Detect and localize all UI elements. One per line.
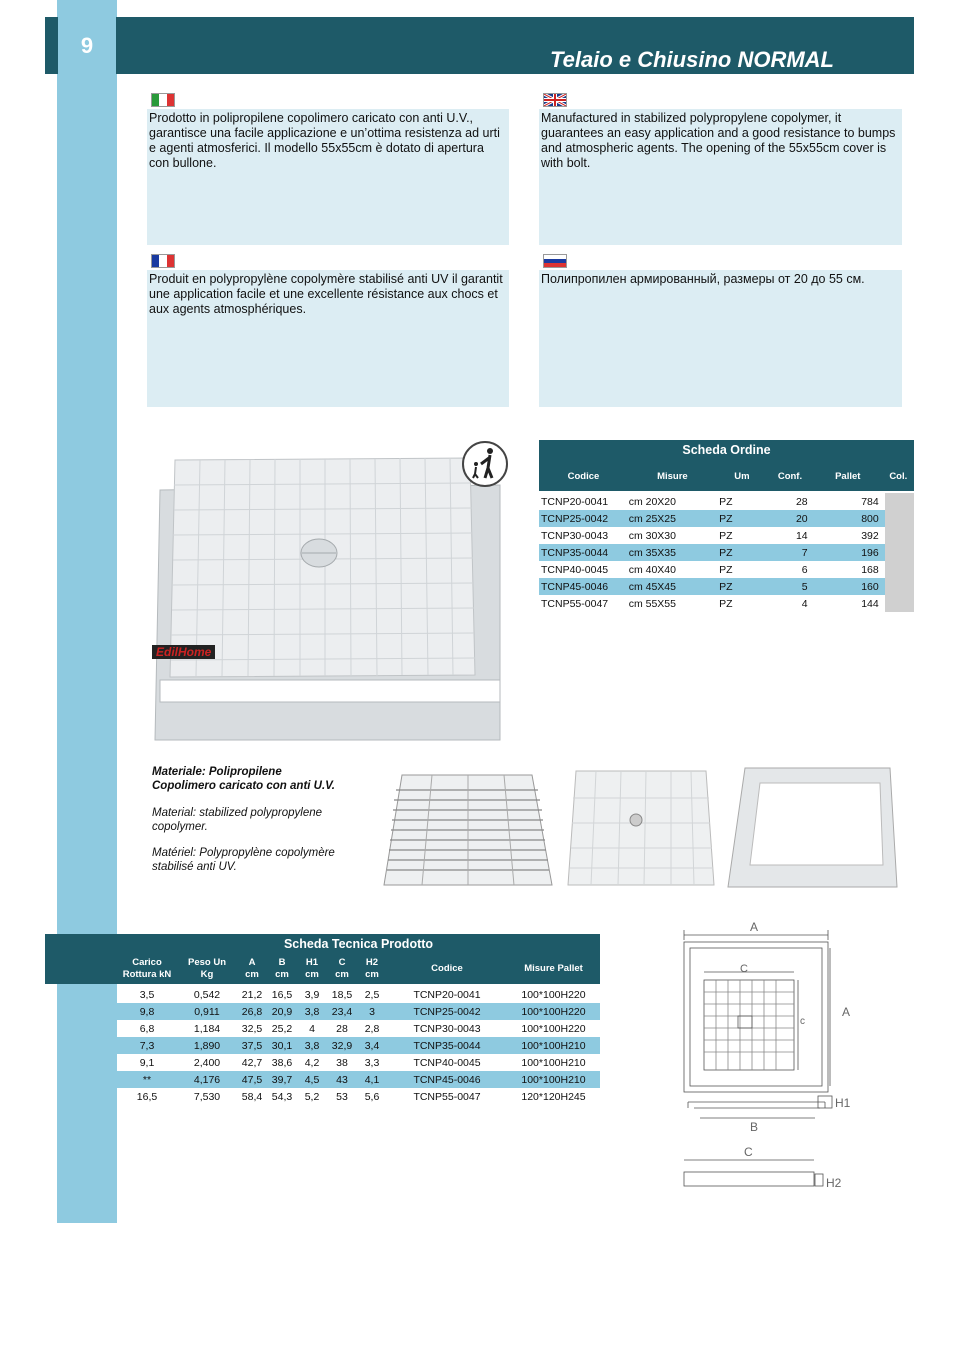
order-cell: PZ [719,529,733,542]
tech-table-row [117,1054,600,1071]
product-photo-frame [725,765,900,890]
tech-col-header-line2: cm [275,969,289,980]
tech-col-header-line1: Peso Un [187,957,226,968]
order-table-row [539,561,914,578]
order-cell: 7 [801,546,808,559]
tech-cell: 4,1 [364,1073,380,1086]
tech-cell: 21,2 [241,988,263,1001]
left-sidebar-band [57,0,117,1223]
france-flag-icon [151,254,175,268]
order-table-row [539,544,914,561]
tech-col-header [387,954,507,984]
drawing-label-a-side: A [842,1005,851,1019]
tech-cell: 3,8 [304,1005,320,1018]
order-table-row [539,493,914,510]
header-bar [45,17,914,74]
material-fr: Matériel: Polypropylène copolymère stabilisé anti UV. [152,847,335,873]
tech-cell: 37,5 [241,1039,263,1052]
tech-col-header [237,954,267,984]
tech-table-band [45,934,117,984]
order-cell: TCNP20-0041 [541,495,609,508]
order-table-row [539,527,914,544]
order-cell: 28 [795,495,808,508]
tech-col-header-line2: Rottura kN [122,969,172,980]
tech-cell: TCNP45-0046 [413,1073,481,1086]
tech-col-header-line2: cm [335,969,349,980]
tech-table [117,934,600,1105]
order-cell: PZ [719,597,733,610]
tech-cell: 100*100H210 [521,1056,586,1069]
description-italian: Prodotto in polipropilene copolimero caricato con anti U.V., garantisce una facile applicazione e un’ottima resistenza ad urti e agenti atmosferici. Il modello 55x55cm è dotato di apertura con bullone. [147,109,509,245]
order-cell: cm 55X55 [628,597,676,610]
order-col-swatch [885,578,914,595]
tech-table-header-row [117,954,600,984]
tech-cell: 2,5 [364,988,380,1001]
order-col-swatch [885,510,914,527]
tech-cell: TCNP20-0041 [413,988,481,1001]
tech-cell: 47,5 [241,1073,263,1086]
order-cell: 168 [861,563,879,576]
tech-col-header-line1: H1 [305,957,319,968]
drawing-label-a-top: A [750,920,759,934]
tech-table-row [117,1071,600,1088]
order-table-title: Scheda Ordine [539,440,914,461]
order-cell: 160 [861,580,879,593]
order-cell: 14 [795,529,808,542]
tech-cell: 100*100H220 [521,988,586,1001]
tech-cell: 43 [336,1073,348,1086]
description-russian: Полипропилен армированный, размеры от 20 до 55 см. [539,270,902,407]
tech-cell: 54,3 [271,1090,293,1103]
tech-col-header [117,954,177,984]
tech-cell: 16,5 [136,1090,158,1103]
tech-col-header-line1: Misure Pallet [524,963,583,974]
tech-cell: 38,6 [271,1056,293,1069]
description-french: Produit en polypropylène copolymère stabilisé anti UV il garantit une application facile et une excellente résistance aux chocs et aux agents atmosphériques. [147,270,509,407]
order-cell: TCNP55-0047 [541,597,609,610]
order-cell: TCNP45-0046 [541,580,609,593]
tech-cell: 3 [369,1005,375,1018]
order-col-header: Conf. [777,470,803,482]
drawing-label-h2: H2 [826,1176,842,1190]
tech-cell: 39,7 [271,1073,293,1086]
tech-cell: 32,5 [241,1022,263,1035]
tech-col-header [327,954,357,984]
tech-col-header [507,954,600,984]
tech-cell: 9,1 [139,1056,155,1069]
order-table-row [539,595,914,612]
order-cell: 4 [801,597,808,610]
tech-cell: 58,4 [241,1090,263,1103]
order-cell: PZ [719,580,733,593]
order-cell: 5 [801,580,808,593]
order-col-header: Pallet [835,470,861,482]
tech-cell: 28 [336,1022,348,1035]
tech-cell: TCNP30-0043 [413,1022,481,1035]
tech-col-header-line2: cm [245,969,259,980]
tech-cell: 26,8 [241,1005,263,1018]
tech-col-header-line1: B [278,957,286,968]
tech-cell: 42,7 [241,1056,263,1069]
tech-table-title: Scheda Tecnica Prodotto [117,934,600,954]
tech-cell: 18,5 [331,988,353,1001]
order-cell: cm 30X30 [628,529,676,542]
tech-table-body [117,986,600,1105]
order-cell: PZ [719,495,733,508]
order-cell: 196 [861,546,879,559]
tech-col-header [177,954,237,984]
drawing-label-c-side: c [800,1016,805,1027]
order-cell: TCNP35-0044 [541,546,609,559]
uk-flag-icon [543,93,567,107]
tech-cell: 0,542 [193,988,221,1001]
tech-cell: 20,9 [271,1005,293,1018]
material-notes [152,765,352,874]
tech-col-header-line1: Codice [431,963,463,974]
page-title: Telaio e Chiusino NORMAL [550,47,834,72]
tech-table-row [117,1020,600,1037]
order-col-swatch [885,544,914,561]
tech-col-header-line1: A [248,957,256,968]
tech-cell: 2,400 [193,1056,221,1069]
tech-cell: 2,8 [364,1022,380,1035]
tech-table-row [117,1088,600,1105]
tech-col-header-line2: Kg [200,969,214,980]
tech-cell: 3,8 [304,1039,320,1052]
drawing-label-c-bottom: C [744,1145,753,1159]
tech-cell: 4,176 [193,1073,221,1086]
tech-col-header-line2: cm [305,969,319,980]
order-col-swatch [885,561,914,578]
product-photo-cover [566,768,716,888]
material-it-line1: Materiale: Polipropilene [152,766,282,778]
description-english: Manufactured in stabilized polypropylene copolymer, it guarantees an easy application and a good resistance to bumps and atmospheric agents. The opening of the 55x55cm cover is with bolt. [539,109,902,245]
tech-col-header [297,954,327,984]
order-cell: 20 [795,512,808,525]
tech-cell: 3,3 [364,1056,380,1069]
order-table [539,440,914,612]
tech-cell: 38 [336,1056,348,1069]
order-cell: cm 45X45 [628,580,676,593]
tech-table-row [117,986,600,1003]
tech-cell: 3,5 [139,988,155,1001]
tech-cell: 100*100H210 [521,1073,586,1086]
order-cell: 6 [801,563,808,576]
order-col-header: Misure [657,470,688,482]
tech-cell: 23,4 [331,1005,353,1018]
tech-cell: TCNP35-0044 [413,1039,481,1052]
order-cell: TCNP25-0042 [541,512,609,525]
order-col-swatch [885,493,914,510]
tech-cell: 5,6 [364,1090,380,1103]
technical-drawing [680,920,860,1190]
order-cell: PZ [719,563,733,576]
russia-flag-icon [543,254,567,268]
tech-cell: 100*100H220 [521,1022,586,1035]
material-it-line2: Copolimero caricato con anti U.V. [152,780,335,792]
tech-col-header-line1: Carico [132,957,162,968]
tech-cell: 4,2 [304,1056,320,1069]
order-cell: 800 [861,512,879,525]
order-table-header-row [539,461,914,491]
material-en: Material: stabilized polypropylene copolymer. [152,807,323,833]
tech-cell: 6,8 [139,1022,155,1035]
tech-cell: 100*100H220 [521,1005,586,1018]
order-cell: PZ [719,512,733,525]
order-cell: PZ [719,546,733,559]
order-cell: cm 20X20 [628,495,676,508]
tech-col-header [267,954,297,984]
tech-cell: 3,9 [304,988,320,1001]
order-table-row [539,578,914,595]
tech-cell: 30,1 [271,1039,293,1052]
order-col-header: Col. [889,470,908,482]
pedestrian-load-icon [461,440,509,488]
tech-cell: 7,3 [139,1039,155,1052]
order-cell: TCNP40-0045 [541,563,609,576]
tech-cell: 32,9 [331,1039,353,1052]
tech-cell: TCNP25-0042 [413,1005,481,1018]
order-cell: 784 [861,495,879,508]
tech-cell: 4,5 [304,1073,320,1086]
tech-table-row [117,1003,600,1020]
tech-col-header [357,954,387,984]
tech-cell: 7,530 [193,1090,221,1103]
tech-cell: TCNP40-0045 [413,1056,481,1069]
tech-col-header-line1: H2 [365,957,379,968]
order-cell: cm 35X35 [628,546,676,559]
drawing-label-c-top: C [740,963,748,975]
tech-col-header-line1: C [338,957,346,968]
tech-cell: 1,890 [193,1039,221,1052]
tech-cell: 0,911 [194,1005,220,1018]
order-col-header: Codice [567,470,600,482]
order-col-header: Um [734,470,750,482]
drawing-label-b: B [750,1120,759,1134]
tech-cell: 53 [336,1090,348,1103]
edilhome-logo: EdilHome [152,645,215,659]
tech-cell: 1,184 [193,1022,221,1035]
tech-cell: 3,4 [364,1039,380,1052]
tech-cell: 9,8 [139,1005,155,1018]
tech-cell: 4 [309,1022,315,1035]
tech-cell: 100*100H210 [521,1039,586,1052]
tech-cell: 5,2 [304,1090,320,1103]
order-cell: 392 [861,529,879,542]
order-cell: cm 40X40 [628,563,676,576]
page-number: 9 [58,17,116,74]
tech-cell: 25,2 [271,1022,293,1035]
order-cell: 144 [861,597,879,610]
drawing-label-h1: H1 [835,1096,851,1110]
tech-table-row [117,1037,600,1054]
order-cell: TCNP30-0043 [541,529,609,542]
order-table-body [539,493,914,612]
tech-col-header-line2: cm [365,969,379,980]
product-photo-grate [382,770,554,890]
order-col-swatch [885,527,914,544]
tech-cell: 120*120H245 [521,1090,586,1103]
tech-cell: TCNP55-0047 [413,1090,481,1103]
tech-cell: ** [142,1073,152,1086]
tech-cell: 16,5 [271,988,293,1001]
order-col-swatch [885,595,914,612]
order-table-row [539,510,914,527]
order-cell: cm 25X25 [628,512,676,525]
italy-flag-icon [151,93,175,107]
